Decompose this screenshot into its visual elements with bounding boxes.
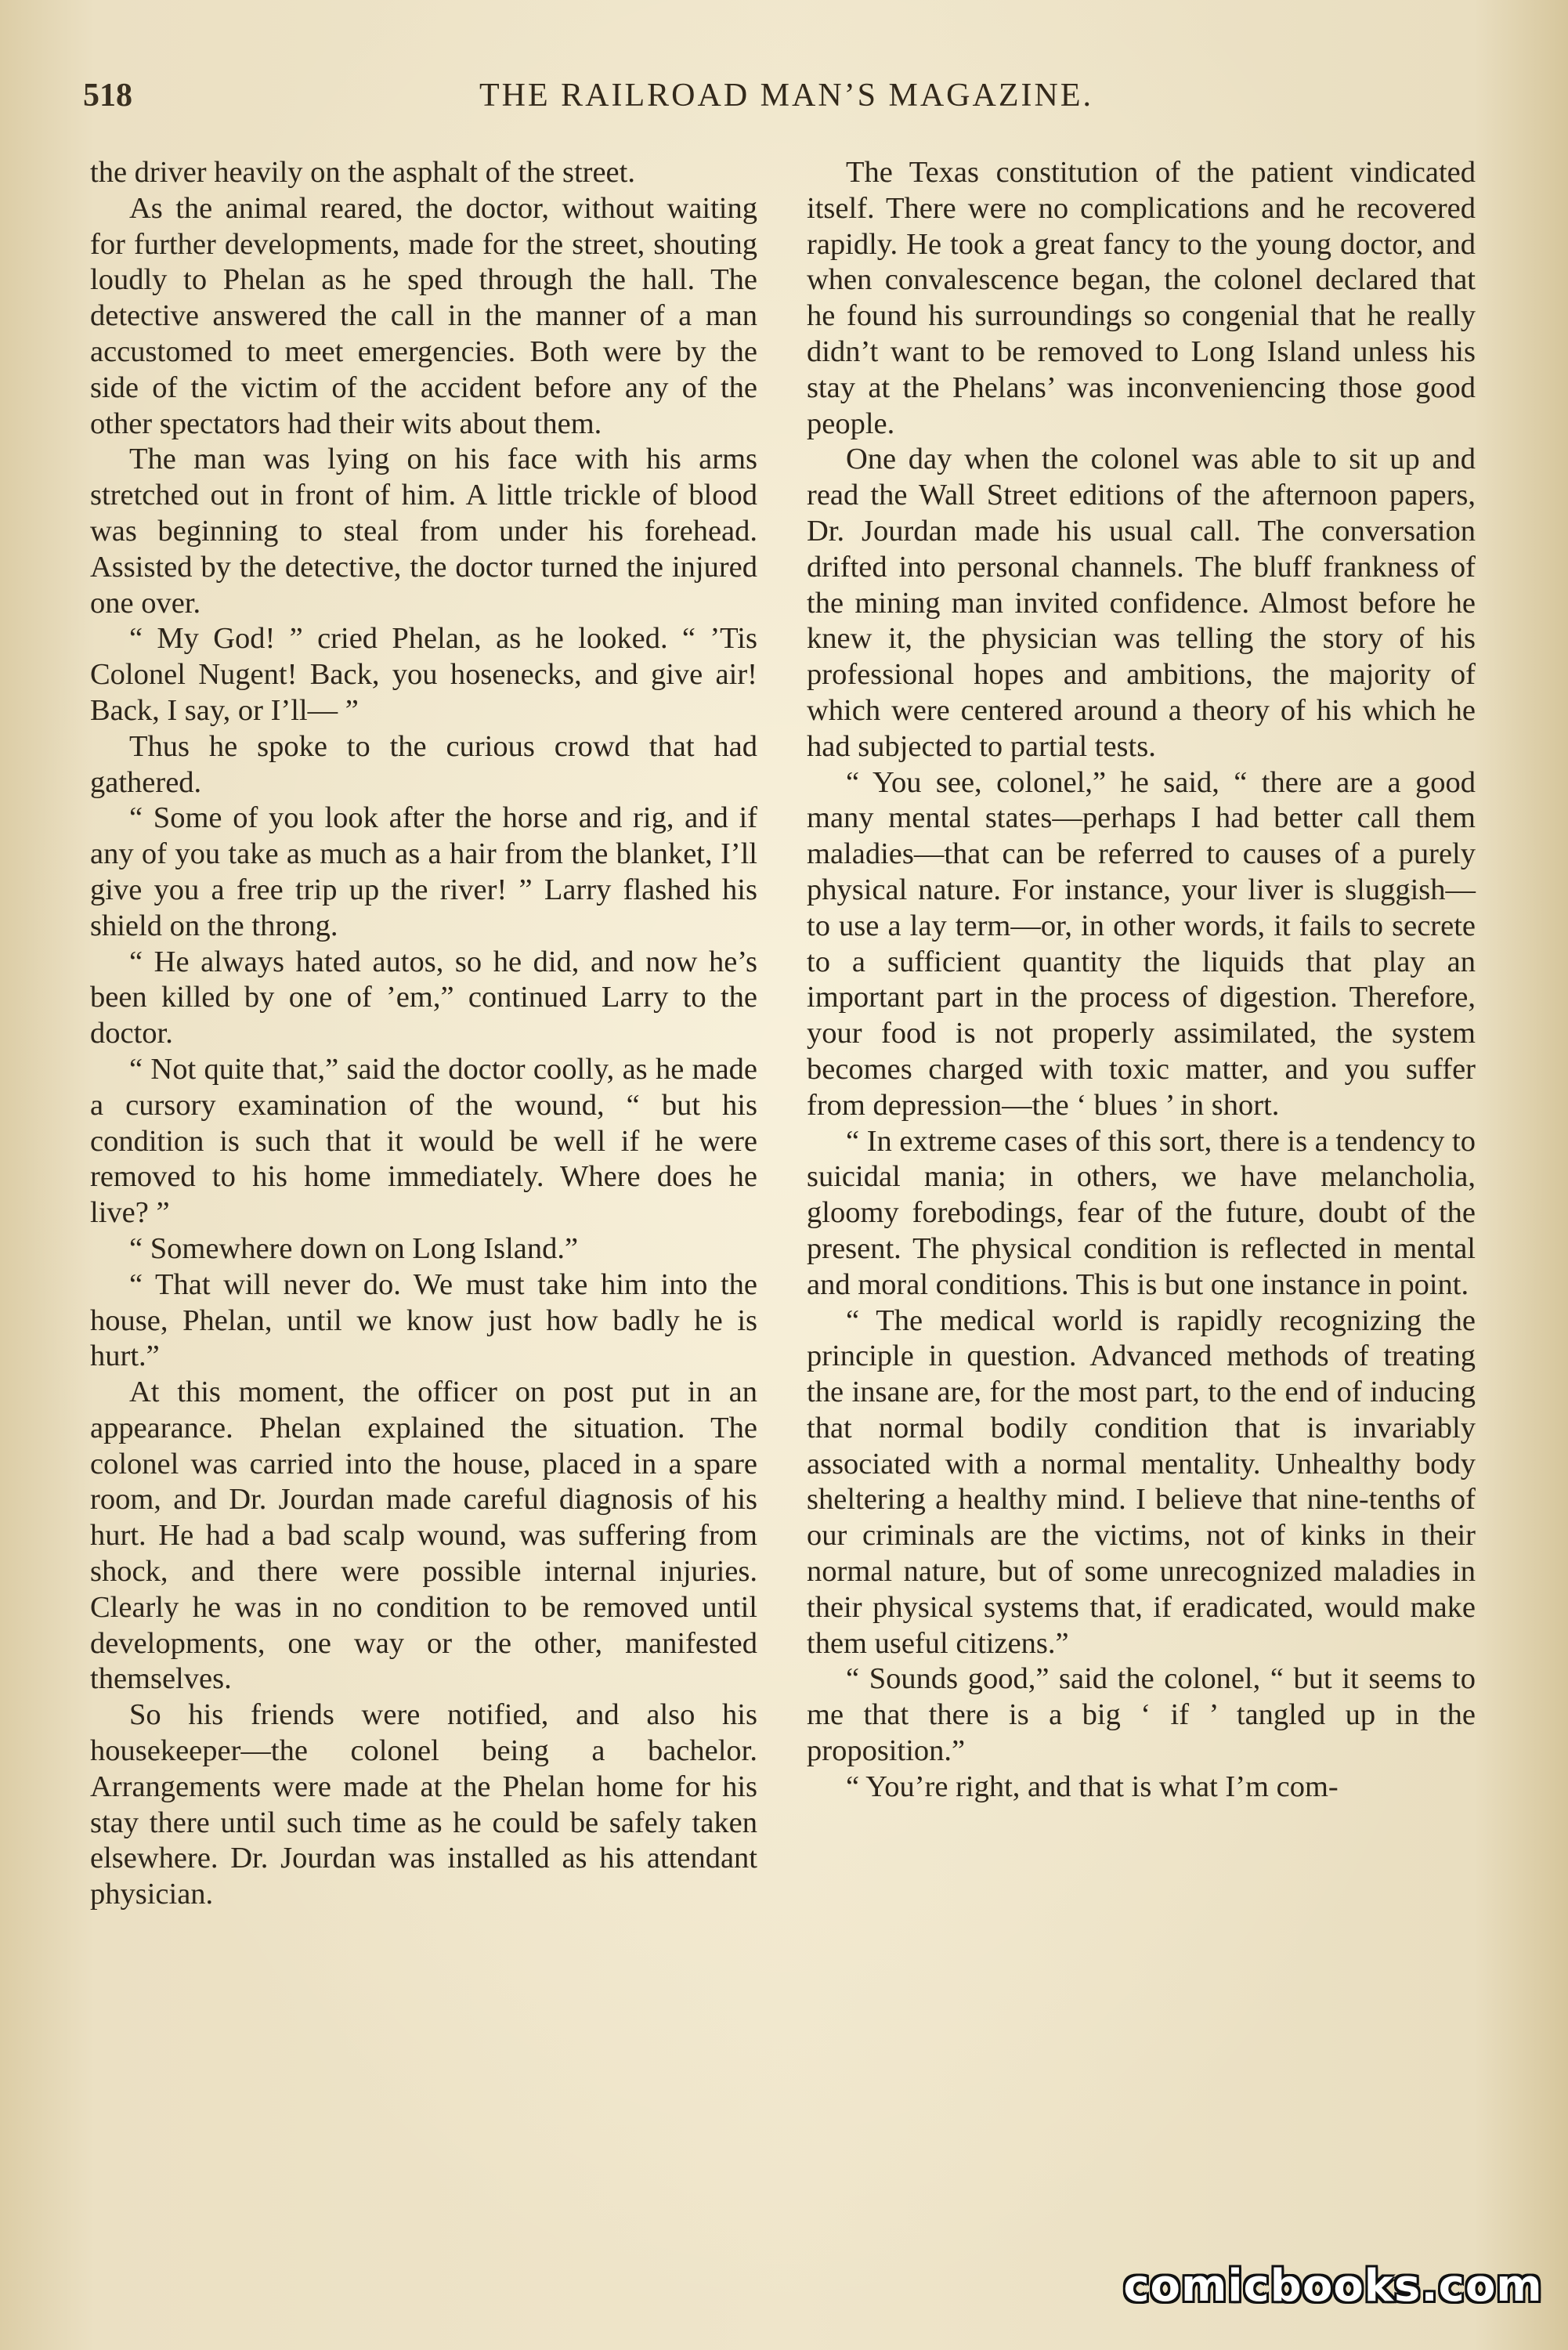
paragraph: As the animal reared, the doctor, without waiting for further developments, made for the street, shouting loudly to Phelan as he sped through the hall. The detective answered the call in the manner of a man accustomed to meet emergencies. Both were by the side of the victim of the accident before any of the other spectators had their wits about them.: [90, 191, 757, 440]
paragraph: “ My God! ” cried Phelan, as he looked. “ ’Tis Colonel Nugent! Back, you hosenecks, and give air! Back, I say, or I’ll— ”: [90, 622, 757, 727]
paragraph: One day when the colonel was able to sit up and read the Wall Street editions of the afternoon papers, Dr. Jourdan made his usual call. The conversation drifted into personal channels. The bluff frankness of the mining man invited confidence. Almost before he knew it, the physician was telling the story of his professional hopes and ambitions, the majority of which were centered around a theory of his which he had subjected to partial tests.: [807, 443, 1476, 763]
right-text-column: [807, 155, 1476, 1806]
paragraph: The Texas constitution of the patient vindicated itself. There were no complications and he recovered rapidly. He took a great fancy to the young doctor, and when convalescence began, the colonel declared that he found his surroundings so congenial that he really didn’t want to be removed to Long Island unless his stay at the Phelans’ was inconveniencing those good people.: [807, 156, 1476, 440]
source-watermark: comicbooks.com: [1123, 2260, 1543, 2312]
paragraph: “ You’re right, and that is what I’m com-: [846, 1770, 1339, 1803]
left-text-column: [90, 155, 757, 1913]
paragraph: “ Sounds good,” said the colonel, “ but it seems to me that there is a big ‘ if ’ tangled up in the proposition.”: [807, 1662, 1476, 1768]
paragraph: “ The medical world is rapidly recognizing the principle in question. Advanced methods of treating the insane are, for the most part, to the end of inducing that normal bodily condition that is invariably associated with a normal mentality. Unhealthy body sheltering a healthy mind. I believe that nine-tenths of our criminals are the victims, not of kinks in their normal nature, but of some unrecognized maladies in their physical systems that, if eradicated, would make them useful citizens.”: [807, 1303, 1476, 1660]
paragraph: The man was lying on his face with his arms stretched out in front of him. A little trickle of blood was beginning to steal from under his forehead. Assisted by the detective, the doctor turned the injured one over.: [90, 443, 757, 620]
paragraph: “ You see, colonel,” he said, “ there are a good many mental states—perhaps I had better call them maladies—that can be referred to causes of a purely physical nature. For instance, your liver is sluggish—to use a lay term—or, in other words, it fails to secrete to a sufficient quantity the liquids that play an important part in the process of digestion. Therefore, your food is not properly assimilated, the system becomes charged with toxic matter, and you suffer from depression—the ‘ blues ’ in short.: [807, 765, 1476, 1122]
page-number: 518: [83, 78, 132, 114]
paragraph: “ That will never do. We must take him into the house, Phelan, until we know just how badly he is hurt.”: [90, 1267, 757, 1373]
paragraph: Thus he spoke to the curious crowd that had gathered.: [90, 729, 757, 799]
paragraph: “ In extreme cases of this sort, there is a tendency to suicidal mania; in others, we have melancholia, gloomy forebodings, fear of the future, doubt of the present. The physical condition is reflected in mental and moral conditions. This is but one instance in point.: [807, 1124, 1476, 1301]
paragraph: the driver heavily on the asphalt of the street.: [90, 156, 635, 189]
page-header: [83, 72, 1490, 119]
paragraph: “ Not quite that,” said the doctor coolly, as he made a cursory examination of the wound, “ but his condition is such that it would be well if he were removed to his home immediately. Where does he live? ”: [90, 1052, 757, 1230]
paragraph: “ Somewhere down on Long Island.”: [129, 1231, 579, 1265]
magazine-title: THE RAILROAD MAN’S MAGAZINE.: [479, 78, 1093, 114]
paragraph: At this moment, the officer on post put in an appearance. Phelan explained the situation. The colonel was carried into the house, placed in a spare room, and Dr. Jourdan made careful diagnosis of his hurt. He had a bad scalp wound, was suffering from shock, and there were possible internal injuries. Clearly he was in no condition to be removed until developments, one way or the other, manifested themselves.: [90, 1376, 757, 1696]
paragraph: “ Some of you look after the horse and rig, and if any of you take as much as a hair from the blanket, I’ll give you a free trip up the river! ” Larry flashed his shield on the throng.: [90, 801, 757, 942]
paragraph: So his friends were notified, and also his housekeeper—the colonel being a bachelor. Arrangements were made at the Phelan home for his stay there until such time as he could be safely taken elsewhere. Dr. Jourdan was installed as his attendant physician.: [90, 1698, 757, 1911]
paragraph: “ He always hated autos, so he did, and now he’s been killed by one of ’em,” continued Larry to the doctor.: [90, 945, 757, 1050]
